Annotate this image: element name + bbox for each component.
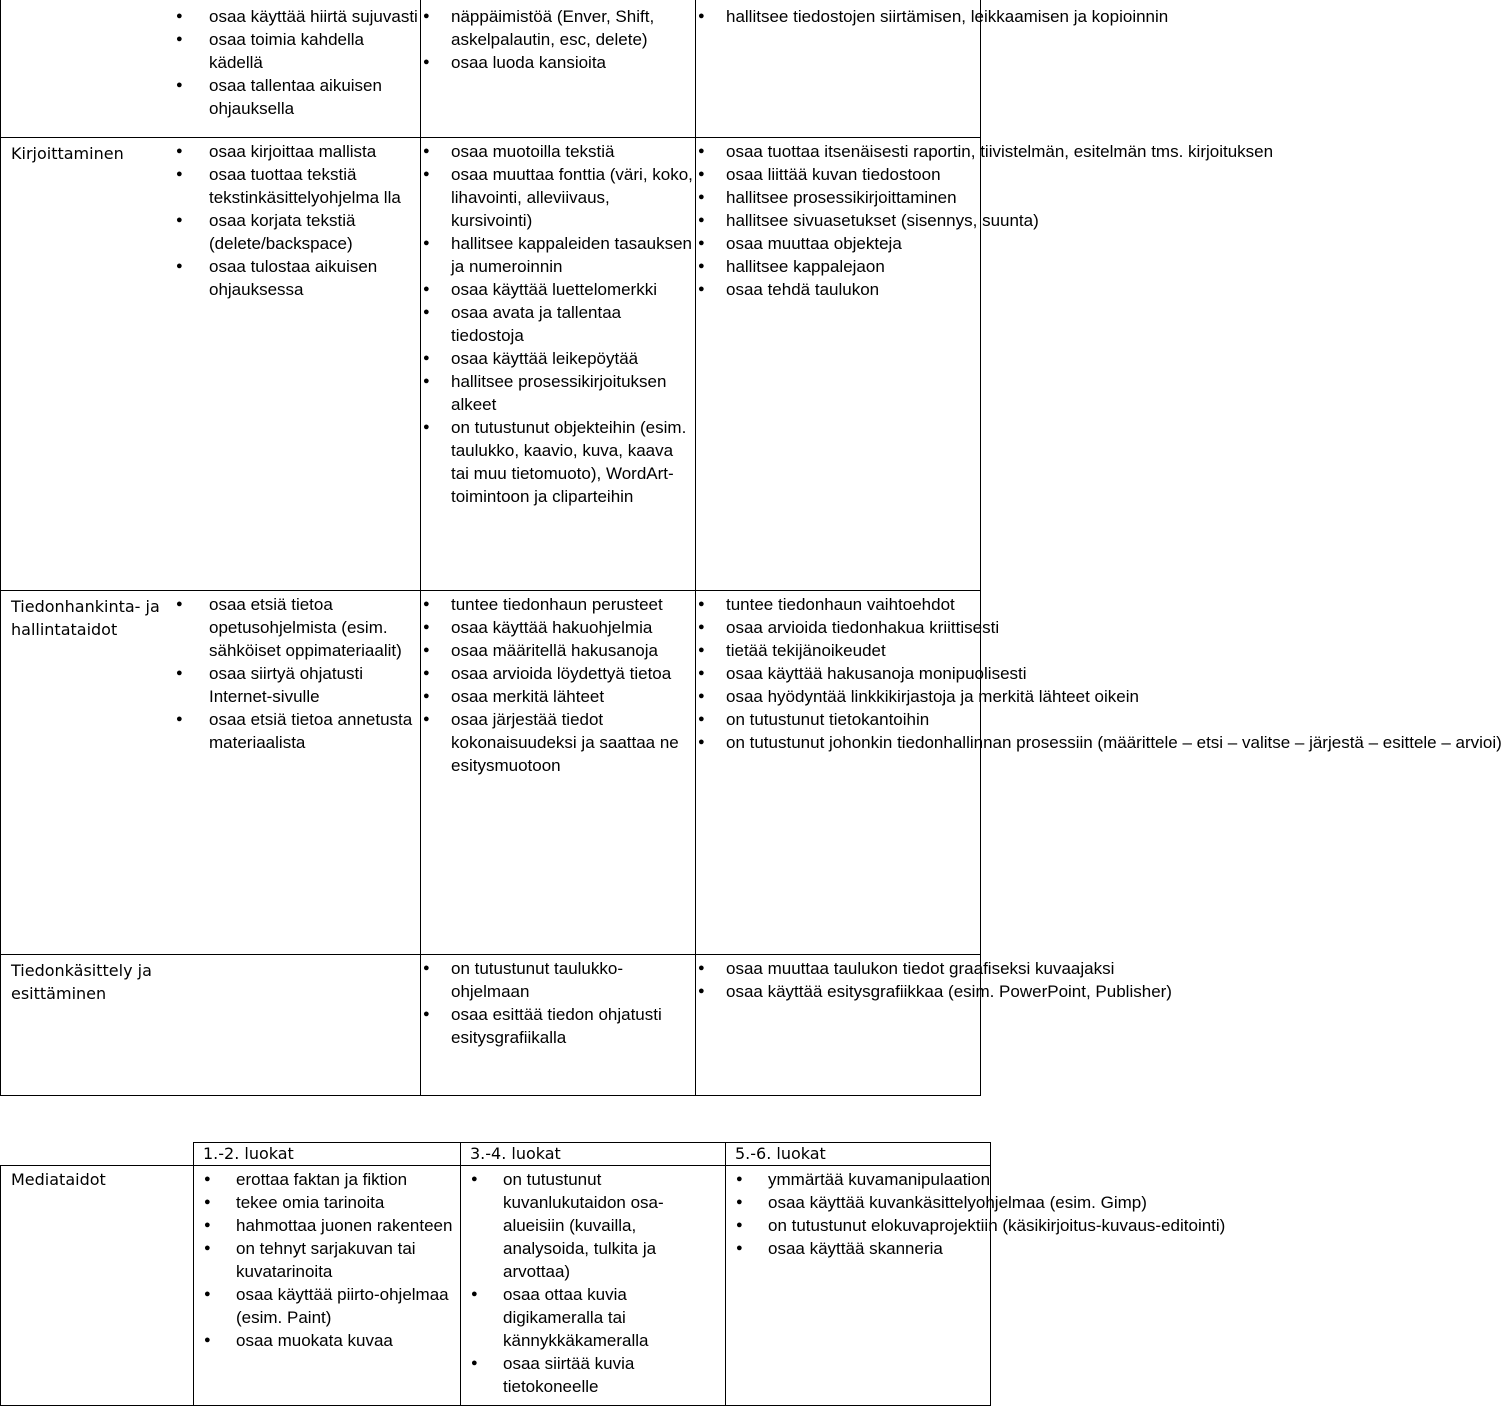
list-item: ● tuntee tiedonhaun perusteet xyxy=(421,593,695,616)
list-item: ● osaa avata ja tallentaa tiedostoja xyxy=(421,301,695,347)
list-item: ● osaa kirjoittaa mallista xyxy=(1,140,420,163)
header-row xyxy=(1,1143,991,1166)
list-item: ● osaa määritellä hakusanoja xyxy=(421,639,695,662)
list xyxy=(696,5,1169,28)
list-item: ● osaa muuttaa objekteja xyxy=(696,232,980,255)
list-item: ● hallitsee tiedostojen siirtämisen, leikkaamisen ja kopioinnin xyxy=(696,5,980,28)
header-cell: 3.-4. luokat xyxy=(461,1143,726,1166)
list-item: ● osaa järjestää tiedot kokonaisuudeksi ja saattaa ne esitysmuotoon xyxy=(421,708,695,777)
list-item: ● osaa merkitä lähteet xyxy=(421,685,695,708)
cell-col1 xyxy=(1,138,421,591)
list-item: ● osaa etsiä tietoa opetusohjelmista (esim. sähköiset oppimateriaalit) xyxy=(1,593,420,662)
list-item: ● on tehnyt sarjakuvan tai kuvatarinoita xyxy=(194,1237,460,1283)
table-row-mediataidot xyxy=(1,1166,991,1406)
list xyxy=(696,593,1502,754)
list-item: ● osaa siirtyä ohjatusti Internet-sivulle xyxy=(1,662,420,708)
cell-col2 xyxy=(421,591,696,955)
cell-col1 xyxy=(1,955,421,1096)
cell-col2 xyxy=(421,0,696,138)
cell-col3 xyxy=(726,1166,1226,1406)
list xyxy=(421,140,695,508)
table-row-tiedonhankinta xyxy=(1,591,981,955)
cell-col3 xyxy=(696,138,1274,591)
list-item: ● on tutustunut taulukko-ohjelmaan xyxy=(421,957,695,1003)
list-item: ● on tutustunut johonkin tiedonhallinnan prosessiin (määrittele – etsi – valitse – järjestä – esittele – arvioi) xyxy=(696,731,980,754)
list xyxy=(194,1168,460,1352)
empty-corner xyxy=(1,1143,194,1166)
media-skills-table xyxy=(0,1142,1226,1406)
list-item: ● osaa arvioida tiedonhakua kriittisesti xyxy=(696,616,980,639)
table-row-continued xyxy=(1,0,981,138)
list-item: ● näppäimistöä (Enver, Shift, askelpalautin, esc, delete) xyxy=(421,5,695,51)
list-item: ● hallitsee prosessikirjoituksen alkeet xyxy=(421,370,695,416)
list-item: ● osaa tuottaa tekstiä tekstinkäsittelyohjelma lla xyxy=(1,163,420,209)
list-item: ● osaa siirtää kuvia tietokoneelle xyxy=(461,1352,725,1398)
list-item: ● osaa muuttaa taulukon tiedot graafiseksi kuvaajaksi xyxy=(696,957,980,980)
list-item: ● osaa luoda kansioita xyxy=(421,51,695,74)
list-item: ● osaa korjata tekstiä (delete/backspace) xyxy=(1,209,420,255)
list-item: ● on tutustunut objekteihin (esim. taulukko, kaavio, kuva, kaava tai muu tietomuoto), WordArt-toimintoon ja cliparteihin xyxy=(421,416,695,508)
list xyxy=(726,1168,1226,1260)
list-item: ● erottaa faktan ja fiktion xyxy=(194,1168,460,1191)
list-item: ● ymmärtää kuvamanipulaation xyxy=(726,1168,990,1191)
list-item: ● osaa hyödyntää linkkikirjastoja ja merkitä lähteet oikein xyxy=(696,685,980,708)
cell-col2 xyxy=(421,955,696,1096)
list-item: ● osaa käyttää hakusanoja monipuolisesti xyxy=(696,662,980,685)
list-item: ● osaa käyttää luettelomerkki xyxy=(421,278,695,301)
list-item: ● on tutustunut tietokantoihin xyxy=(696,708,980,731)
header-cell: 1.-2. luokat xyxy=(194,1143,461,1166)
header-cell: 5.-6. luokat xyxy=(726,1143,991,1166)
list xyxy=(1,593,420,754)
list-item: ● tietää tekijänoikeudet xyxy=(696,639,980,662)
list-item: ● osaa ottaa kuvia digikameralla tai kännykkäkameralla xyxy=(461,1283,725,1352)
list-item: ● osaa käyttää piirto-ohjelmaa (esim. Paint) xyxy=(194,1283,460,1329)
cell-col2 xyxy=(461,1166,726,1406)
list xyxy=(461,1168,725,1398)
list-item: ● osaa tehdä taulukon xyxy=(696,278,980,301)
list-item: ● osaa muotoilla tekstiä xyxy=(421,140,695,163)
list xyxy=(696,957,1172,1003)
list-item: ● hallitsee sivuasetukset (sisennys, suunta) xyxy=(696,209,980,232)
list-item: ● osaa käyttää leikepöytää xyxy=(421,347,695,370)
list-item: ● osaa käyttää skanneria xyxy=(726,1237,990,1260)
list-item: ● osaa liittää kuvan tiedostoon xyxy=(696,163,980,186)
list-item: ● on tutustunut kuvanlukutaidon osa-alueisiin (kuvailla, analysoida, tulkita ja arvottaa) xyxy=(461,1168,725,1283)
list-item: ● osaa käyttää kuvankäsittelyohjelmaa (esim. Gimp) xyxy=(726,1191,990,1214)
row-label: Kirjoittaminen xyxy=(11,144,124,163)
list-item: ● hallitsee kappaleiden tasauksen ja numeroinnin xyxy=(421,232,695,278)
table-row-tiedonkasittely xyxy=(1,955,981,1096)
cell-col3 xyxy=(696,591,1502,955)
cell-col3 xyxy=(696,955,1172,1096)
list xyxy=(1,140,420,301)
cell-col1 xyxy=(194,1166,461,1406)
list xyxy=(421,5,695,74)
cell-col3 xyxy=(696,0,1169,138)
list-item: ● tuntee tiedonhaun vaihtoehdot xyxy=(696,593,980,616)
list-item: ● osaa esittää tiedon ohjatusti esitysgrafiikalla xyxy=(421,1003,695,1049)
list-item: ● osaa tallentaa aikuisen ohjauksella xyxy=(1,74,420,120)
list-item: ● osaa muokata kuvaa xyxy=(194,1329,460,1352)
list xyxy=(1,5,420,120)
list-item: ● osaa käyttää hiirtä sujuvasti xyxy=(1,5,420,28)
row-label: Tiedonhankinta- ja hallintataidot xyxy=(11,597,160,639)
list xyxy=(696,140,1274,301)
list-item: ● osaa tuottaa itsenäisesti raportin, tiivistelmän, esitelmän tms. kirjoituksen xyxy=(696,140,980,163)
list-item: ● hallitsee kappalejaon xyxy=(696,255,980,278)
list-item: ● on tutustunut elokuvaprojektiin (käsikirjoitus-kuvaus-editointi) xyxy=(726,1214,990,1237)
cell-col1 xyxy=(1,591,421,955)
cell-col1 xyxy=(1,0,421,138)
list-item: ● osaa tulostaa aikuisen ohjauksessa xyxy=(1,255,420,301)
list-item: ● osaa toimia kahdella kädellä xyxy=(1,28,420,74)
list-item: ● osaa käyttää esitysgrafiikkaa (esim. PowerPoint, Publisher) xyxy=(696,980,980,1003)
list xyxy=(421,593,695,777)
list-item: ● hahmottaa juonen rakenteen xyxy=(194,1214,460,1237)
row-label: Mediataidot xyxy=(1,1166,194,1406)
list-item: ● tekee omia tarinoita xyxy=(194,1191,460,1214)
list-item: ● hallitsee prosessikirjoittaminen xyxy=(696,186,980,209)
row-label: Tiedonkäsittely ja esittäminen xyxy=(11,961,152,1003)
list-item: ● osaa etsiä tietoa annetusta materiaalista xyxy=(1,708,420,754)
list xyxy=(421,957,695,1049)
table-row-kirjoittaminen xyxy=(1,138,981,591)
cell-col2 xyxy=(421,138,696,591)
list-item: ● osaa muuttaa fonttia (väri, koko, lihavointi, alleviivaus, kursivointi) xyxy=(421,163,695,232)
list-item: ● osaa arvioida löydettyä tietoa xyxy=(421,662,695,685)
list-item: ● osaa käyttää hakuohjelmia xyxy=(421,616,695,639)
